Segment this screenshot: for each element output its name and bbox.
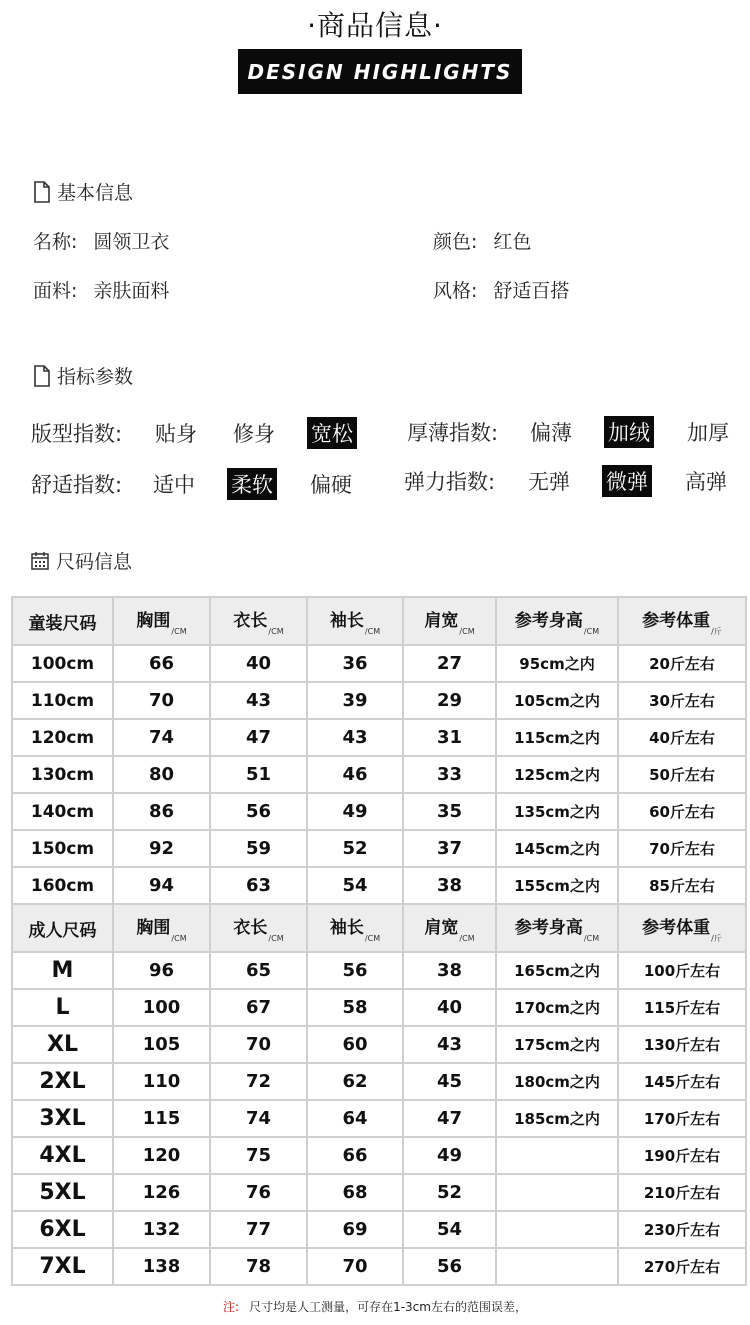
color-value: 红色	[493, 231, 532, 253]
adult-size-cell: 230斤左右	[618, 1211, 746, 1248]
header-label: 衣长	[233, 611, 268, 631]
adult-size-cell: 96	[113, 952, 210, 989]
kids-header-cell	[210, 597, 307, 645]
kids-size-cell: 115cm之内	[496, 719, 618, 756]
fabric-value: 亲肤面料	[93, 280, 170, 302]
kids-size-row	[12, 756, 746, 793]
adult-size-cell: 270斤左右	[618, 1248, 746, 1285]
adult-size-cell: 210斤左右	[618, 1174, 746, 1211]
header-label: 参考身高	[514, 611, 583, 631]
adult-header-cell	[307, 904, 403, 952]
elastic-index-label: 弹力指数:	[404, 470, 496, 494]
adult-size-cell: 3XL	[12, 1100, 113, 1137]
adult-size-cell: 62	[307, 1063, 403, 1100]
adult-size-cell: M	[12, 952, 113, 989]
header-label: 参考体重	[642, 610, 711, 631]
unit-label: /CM	[268, 627, 284, 636]
measurement-note	[0, 1298, 750, 1315]
adult-size-cell: 145斤左右	[618, 1063, 746, 1100]
adult-size-cell	[496, 1248, 618, 1285]
elastic-option-slight-selected: 微弹	[602, 465, 652, 497]
adult-size-cell: 56	[403, 1248, 496, 1285]
adult-size-cell: 40	[403, 989, 496, 1026]
adult-size-cell: 5XL	[12, 1174, 113, 1211]
kids-size-cell: 39	[307, 682, 403, 719]
adult-size-cell: 38	[403, 952, 496, 989]
adult-size-cell: 120	[113, 1137, 210, 1174]
name-value: 圆领卫衣	[93, 231, 170, 253]
adult-size-cell: 75	[210, 1137, 307, 1174]
kids-size-cell: 43	[210, 682, 307, 719]
document-icon	[33, 181, 51, 203]
adult-size-cell: 45	[403, 1063, 496, 1100]
kids-size-cell: 51	[210, 756, 307, 793]
comfort-option-medium: 适中	[153, 473, 195, 497]
header-label: 胸围	[136, 611, 171, 631]
adult-size-cell: 138	[113, 1248, 210, 1285]
kids-size-cell: 43	[307, 719, 403, 756]
adult-size-cell: 130斤左右	[618, 1026, 746, 1063]
adult-size-cell: 7XL	[12, 1248, 113, 1285]
adult-size-cell: 43	[403, 1026, 496, 1063]
adult-size-cell: 100斤左右	[618, 952, 746, 989]
kids-size-cell: 70	[113, 682, 210, 719]
adult-header-cell	[403, 904, 496, 952]
adult-size-cell: 132	[113, 1211, 210, 1248]
kids-size-cell: 40	[210, 645, 307, 682]
adult-size-cell: 170斤左右	[618, 1100, 746, 1137]
adult-size-cell: 72	[210, 1063, 307, 1100]
adult-size-cell: 66	[307, 1137, 403, 1174]
document-icon	[33, 365, 51, 387]
adult-size-cell: 185cm之内	[496, 1100, 618, 1137]
adult-size-cell: 58	[307, 989, 403, 1026]
kids-size-cell: 30斤左右	[618, 682, 746, 719]
kids-size-cell: 100cm	[12, 645, 113, 682]
kids-size-cell: 60斤左右	[618, 793, 746, 830]
kids-header-cell	[618, 597, 746, 645]
adult-size-cell: 110	[113, 1063, 210, 1100]
kids-size-cell: 36	[307, 645, 403, 682]
kids-size-cell: 74	[113, 719, 210, 756]
kids-size-cell: 40斤左右	[618, 719, 746, 756]
adult-size-row	[12, 1100, 746, 1137]
adult-header-cell	[113, 904, 210, 952]
adult-size-cell: 52	[403, 1174, 496, 1211]
header-label: 胸围	[136, 918, 171, 938]
adult-size-cell: 60	[307, 1026, 403, 1063]
kids-size-cell: 135cm之内	[496, 793, 618, 830]
style-value: 舒适百搭	[493, 280, 570, 302]
kids-size-cell: 140cm	[12, 793, 113, 830]
adult-size-cell: 6XL	[12, 1211, 113, 1248]
comfort-option-soft-selected: 柔软	[227, 468, 277, 500]
kids-size-cell: 38	[403, 867, 496, 904]
header-label: 参考体重	[642, 917, 711, 938]
kids-size-cell: 47	[210, 719, 307, 756]
kids-size-cell: 46	[307, 756, 403, 793]
kids-header-cell	[113, 597, 210, 645]
calendar-icon	[30, 551, 50, 571]
thickness-option-thin: 偏薄	[530, 421, 572, 445]
unit-label: /斤	[711, 626, 722, 636]
adult-size-cell: 56	[307, 952, 403, 989]
fabric-row	[33, 276, 169, 303]
adult-size-row	[12, 1211, 746, 1248]
kids-size-cell: 66	[113, 645, 210, 682]
adult-size-cell: 115	[113, 1100, 210, 1137]
adult-size-row	[12, 1063, 746, 1100]
elastic-option-none: 无弹	[528, 470, 570, 494]
kids-size-cell: 85斤左右	[618, 867, 746, 904]
color-row	[433, 227, 531, 254]
kids-size-row	[12, 682, 746, 719]
adult-size-cell: 190斤左右	[618, 1137, 746, 1174]
adult-size-cell: 115斤左右	[618, 989, 746, 1026]
adult-size-cell: 68	[307, 1174, 403, 1211]
fit-option-snug: 贴身	[155, 422, 197, 446]
adult-size-cell: 4XL	[12, 1137, 113, 1174]
kids-size-row	[12, 719, 746, 756]
adult-size-row	[12, 1248, 746, 1285]
kids-size-cell: 120cm	[12, 719, 113, 756]
adult-size-cell: 49	[403, 1137, 496, 1174]
kids-size-cell: 92	[113, 830, 210, 867]
comfort-index-label: 舒适指数:	[31, 473, 123, 497]
adult-size-cell: 76	[210, 1174, 307, 1211]
kids-size-cell: 95cm之内	[496, 645, 618, 682]
kids-size-cell: 59	[210, 830, 307, 867]
adult-size-cell: 67	[210, 989, 307, 1026]
kids-header-cell	[403, 597, 496, 645]
adult-size-cell: 170cm之内	[496, 989, 618, 1026]
color-label: 颜色:	[433, 231, 478, 253]
kids-size-cell: 70斤左右	[618, 830, 746, 867]
adult-size-cell: 47	[403, 1100, 496, 1137]
header-label: 袖长	[329, 918, 364, 938]
adult-size-cell: 100	[113, 989, 210, 1026]
kids-size-cell: 37	[403, 830, 496, 867]
kids-size-cell: 155cm之内	[496, 867, 618, 904]
kids-header-cell	[307, 597, 403, 645]
kids-size-row	[12, 830, 746, 867]
adult-size-row	[12, 1174, 746, 1211]
kids-size-row	[12, 793, 746, 830]
adult-header-cell	[496, 904, 618, 952]
unit-label: /斤	[711, 933, 722, 943]
header-label: 肩宽	[424, 611, 459, 631]
header-label: 袖长	[329, 611, 364, 631]
adult-size-cell: XL	[12, 1026, 113, 1063]
adult-size-cell	[496, 1174, 618, 1211]
kids-size-cell: 150cm	[12, 830, 113, 867]
adult-size-cell: 2XL	[12, 1063, 113, 1100]
size-info-title: 尺码信息	[56, 551, 133, 573]
kids-size-cell: 110cm	[12, 682, 113, 719]
kids-size-cell: 160cm	[12, 867, 113, 904]
thickness-option-thick: 加厚	[687, 421, 729, 445]
kids-size-row	[12, 645, 746, 682]
design-highlights-banner: DESIGN HIGHLIGHTS	[238, 49, 522, 94]
unit-label: /CM	[364, 627, 381, 636]
adult-size-row	[12, 989, 746, 1026]
fit-option-loose-selected: 宽松	[307, 417, 357, 449]
thickness-index-label: 厚薄指数:	[407, 421, 499, 445]
unit-label: /CM	[459, 627, 475, 636]
kids-size-cell: 125cm之内	[496, 756, 618, 793]
kids-size-cell: 27	[403, 645, 496, 682]
kids-size-cell: 56	[210, 793, 307, 830]
unit-label: /CM	[364, 934, 381, 943]
adult-size-row	[12, 1137, 746, 1174]
page-title: ·商品信息·	[307, 9, 443, 42]
kids-size-cell: 130cm	[12, 756, 113, 793]
adult-size-cell: 74	[210, 1100, 307, 1137]
elastic-option-high: 高弹	[685, 470, 727, 494]
adult-header-cell	[618, 904, 746, 952]
unit-label: /CM	[171, 934, 187, 943]
adult-size-cell: 180cm之内	[496, 1063, 618, 1100]
size-info-heading	[30, 547, 132, 574]
adult-header-cell	[12, 904, 113, 952]
adult-size-cell: 70	[210, 1026, 307, 1063]
header-label: 参考身高	[514, 918, 583, 938]
kids-size-cell: 63	[210, 867, 307, 904]
kids-size-cell: 54	[307, 867, 403, 904]
kids-header-cell	[496, 597, 618, 645]
kids-size-cell: 105cm之内	[496, 682, 618, 719]
adult-size-cell: 175cm之内	[496, 1026, 618, 1063]
adult-size-cell: 78	[210, 1248, 307, 1285]
adult-size-cell: 126	[113, 1174, 210, 1211]
adult-size-cell: 105	[113, 1026, 210, 1063]
name-row	[33, 227, 169, 254]
kids-size-cell: 49	[307, 793, 403, 830]
adult-size-cell: 77	[210, 1211, 307, 1248]
unit-label: /CM	[583, 934, 600, 943]
fabric-label: 面料:	[33, 280, 78, 302]
header-label: 成人尺码	[28, 920, 97, 941]
params-heading	[33, 362, 133, 389]
unit-label: /CM	[268, 934, 284, 943]
kids-size-cell: 86	[113, 793, 210, 830]
adult-size-cell: 69	[307, 1211, 403, 1248]
kids-size-cell: 94	[113, 867, 210, 904]
unit-label: /CM	[171, 627, 187, 636]
kids-header-row	[12, 597, 746, 645]
kids-size-cell: 50斤左右	[618, 756, 746, 793]
kids-size-cell: 80	[113, 756, 210, 793]
kids-size-cell: 31	[403, 719, 496, 756]
kids-size-cell: 35	[403, 793, 496, 830]
size-table	[11, 596, 747, 1286]
basic-info-heading	[33, 178, 133, 205]
fit-index-label: 版型指数:	[31, 422, 123, 446]
adult-header-cell	[210, 904, 307, 952]
name-label: 名称:	[33, 231, 78, 253]
note-text: 尺寸均是人工测量，可存在1-3cm左右的范围误差，	[249, 1300, 527, 1314]
style-row	[433, 276, 569, 303]
unit-label: /CM	[583, 627, 600, 636]
header-label: 衣长	[233, 918, 268, 938]
kids-size-cell: 145cm之内	[496, 830, 618, 867]
adult-size-row	[12, 1026, 746, 1063]
kids-size-row	[12, 867, 746, 904]
fit-option-slim: 修身	[233, 422, 275, 446]
header-label: 童装尺码	[28, 613, 97, 634]
basic-info-title: 基本信息	[57, 182, 134, 204]
adult-size-cell: 70	[307, 1248, 403, 1285]
adult-size-cell	[496, 1211, 618, 1248]
adult-size-cell	[496, 1137, 618, 1174]
thickness-option-fleece-selected: 加绒	[604, 416, 654, 448]
adult-header-row	[12, 904, 746, 952]
adult-size-cell: 54	[403, 1211, 496, 1248]
kids-size-cell: 20斤左右	[618, 645, 746, 682]
kids-header-cell	[12, 597, 113, 645]
adult-size-row	[12, 952, 746, 989]
kids-size-cell: 52	[307, 830, 403, 867]
adult-size-cell: 65	[210, 952, 307, 989]
adult-size-cell: 165cm之内	[496, 952, 618, 989]
comfort-option-stiff: 偏硬	[310, 473, 352, 497]
kids-size-cell: 29	[403, 682, 496, 719]
params-title: 指标参数	[57, 366, 134, 388]
style-label: 风格:	[433, 280, 478, 302]
kids-size-cell: 33	[403, 756, 496, 793]
note-prefix: 注:	[223, 1300, 240, 1314]
unit-label: /CM	[459, 934, 475, 943]
adult-size-cell: L	[12, 989, 113, 1026]
adult-size-cell: 64	[307, 1100, 403, 1137]
header-label: 肩宽	[424, 918, 459, 938]
